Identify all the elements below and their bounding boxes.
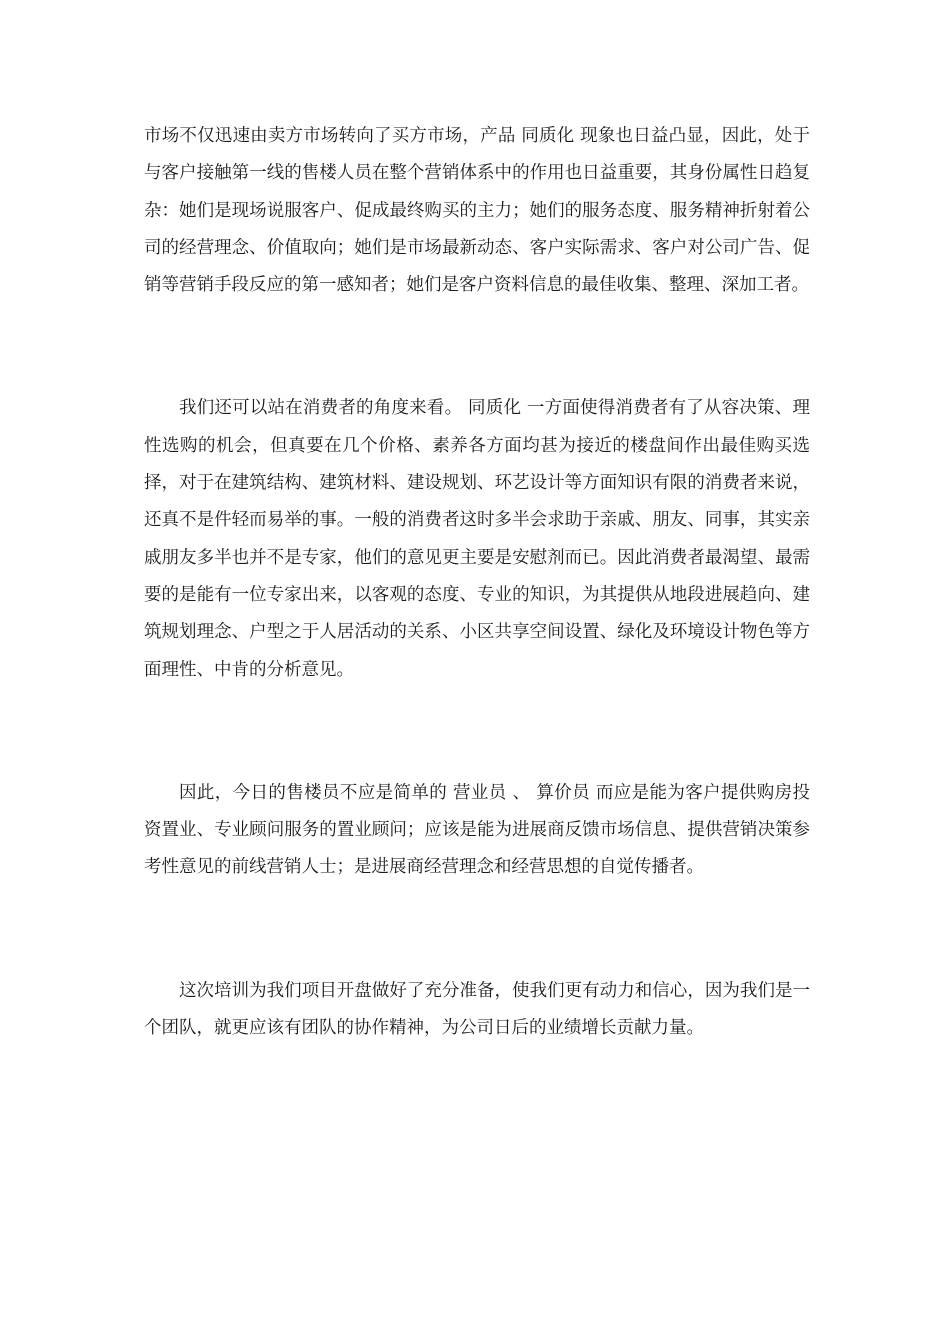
paragraph-gap [144,887,810,973]
paragraph-gap [144,689,810,775]
paragraph-3: 因此，今日的售楼员不应是简单的 营业员 、 算价员 而应是能为客户提供购房投资置业、专业顾问服务的置业顾问；应该是能为进展商反馈市场信息、提供营销决策参考性意见的前线营销人士；是进展商经营理念和经营思想的自觉传播者。 [144,782,810,878]
paragraph-gap [144,304,810,390]
document-body [144,118,810,1047]
paragraph-4: 这次培训为我们项目开盘做好了充分准备，使我们更有动力和信心，因为我们是一个团队，就更应该有团队的协作精神，为公司日后的业绩增长贡献力量。 [144,980,810,1039]
paragraph-2: 我们还可以站在消费者的角度来看。 同质化 一方面使得消费者有了从容决策、理性选购的机会，但真要在几个价格、素养各方面均甚为接近的楼盘间作出最佳购买选择，对于在建筑结构、建筑材料、建设规划、环艺设计等方面知识有限的消费者来说，还真不是件轻而易举的事。一般的消费者这时多半会求助于亲戚、朋友、同事，其实亲戚朋友多半也并不是专家，他们的意见更主要是安慰剂而已。因此消费者最渴望、最需要的是能有一位专家出来，以客观的态度、专业的知识，为其提供从地段进展趋向、建筑规划理念、户型之于人居活动的关系、小区共享空间设置、绿化及环境设计物色等方面理性、中肯的分析意见。 [144,398,810,680]
paragraph-1: 市场不仅迅速由卖方市场转向了买方市场，产品 同质化 现象也日益凸显，因此，处于与客户接触第一线的售楼人员在整个营销体系中的作用也日益重要，其身份属性日趋复杂：她们是现场说服客户、促成最终购买的主力；她们的服务态度、服务精神折射着公司的经营理念、价值取向；她们是市场最新动态、客户实际需求、客户对公司广告、促销等营销手段反应的第一感知者；她们是客户资料信息的最佳收集、整理、深加工者。 [144,126,810,296]
